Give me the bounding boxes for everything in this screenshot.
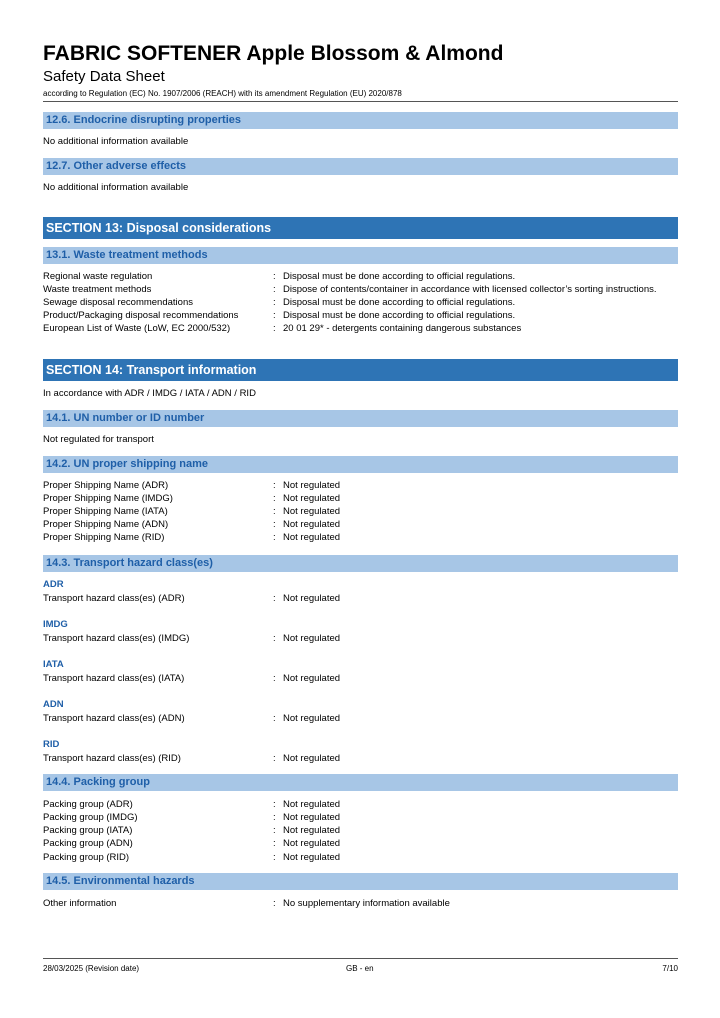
row-value: Not regulated [283, 753, 341, 764]
row-value: Not regulated [283, 673, 341, 684]
row-separator: : [273, 673, 276, 684]
row-label: Transport hazard class(es) (ADN) [43, 713, 185, 724]
table-row [43, 479, 678, 492]
row-separator: : [273, 519, 276, 530]
row-label: European List of Waste (LoW, EC 2000/532) [43, 323, 231, 334]
language-code: GB - en [346, 964, 374, 973]
subsection-14-4-heading: 14.4. Packing group [43, 774, 678, 791]
section-13-heading: SECTION 13: Disposal considerations [43, 217, 678, 239]
table-row [43, 837, 678, 850]
row-value: Not regulated [283, 799, 341, 810]
row-separator: : [273, 812, 276, 823]
row-label: Packing group (ADN) [43, 838, 133, 849]
table-row [43, 505, 678, 518]
row-label: Sewage disposal recommendations [43, 297, 193, 308]
row-separator: : [273, 825, 276, 836]
row-separator: : [273, 633, 276, 644]
row-value: Not regulated [283, 532, 341, 543]
row-value: Disposal must be done according to official regulations. [283, 271, 516, 282]
row-label: Packing group (ADR) [43, 799, 133, 810]
table-row [43, 309, 678, 322]
table-row [43, 851, 678, 864]
row-label: Proper Shipping Name (RID) [43, 532, 165, 543]
row-label: Transport hazard class(es) (IATA) [43, 673, 185, 684]
regulation-note: according to Regulation (EC) No. 1907/2006 (REACH) with its amendment Regulation (EU) 2020/878 [43, 89, 402, 98]
row-value: Not regulated [283, 812, 341, 823]
table-row [43, 712, 678, 725]
transport-mode-heading: RID [43, 739, 60, 750]
section-14-intro: In accordance with ADR / IMDG / IATA / ADN / RID [43, 388, 256, 399]
row-value: Not regulated [283, 825, 341, 836]
row-separator: : [273, 310, 276, 321]
document-subtitle: Safety Data Sheet [43, 68, 165, 85]
row-label: Packing group (IATA) [43, 825, 133, 836]
subsection-12-6-text: No additional information available [43, 136, 189, 147]
row-separator: : [273, 838, 276, 849]
table-row [43, 322, 678, 335]
row-label: Transport hazard class(es) (ADR) [43, 593, 185, 604]
table-row [43, 632, 678, 645]
subsection-14-1-text: Not regulated for transport [43, 434, 154, 445]
table-row [43, 592, 678, 605]
row-value: Disposal must be done according to official regulations. [283, 297, 516, 308]
table-row [43, 518, 678, 531]
row-value: Not regulated [283, 519, 341, 530]
row-value: Dispose of contents/container in accordance with licensed collector’s sorting instructions. [283, 284, 657, 295]
row-separator: : [273, 493, 276, 504]
row-separator: : [273, 480, 276, 491]
row-label: Packing group (IMDG) [43, 812, 138, 823]
row-value: Disposal must be done according to official regulations. [283, 310, 516, 321]
table-row [43, 897, 678, 910]
row-label: Waste treatment methods [43, 284, 152, 295]
subsection-13-1-heading: 13.1. Waste treatment methods [43, 247, 678, 264]
row-value: Not regulated [283, 506, 341, 517]
row-separator: : [273, 323, 276, 334]
table-row [43, 270, 678, 283]
footer-divider [43, 958, 678, 959]
row-value: Not regulated [283, 838, 341, 849]
row-separator: : [273, 284, 276, 295]
row-value: Not regulated [283, 480, 341, 491]
row-label: Proper Shipping Name (ADN) [43, 519, 169, 530]
row-value: Not regulated [283, 633, 341, 644]
table-row [43, 531, 678, 544]
revision-date: 28/03/2025 (Revision date) [43, 964, 140, 973]
table-row [43, 296, 678, 309]
row-label: Transport hazard class(es) (IMDG) [43, 633, 190, 644]
row-label: Proper Shipping Name (IMDG) [43, 493, 173, 504]
row-separator: : [273, 593, 276, 604]
table-row [43, 752, 678, 765]
section-14-heading: SECTION 14: Transport information [43, 359, 678, 381]
subsection-14-3-heading: 14.3. Transport hazard class(es) [43, 555, 678, 572]
row-separator: : [273, 713, 276, 724]
row-separator: : [273, 271, 276, 282]
page-number: 7/10 [662, 964, 678, 973]
table-row [43, 798, 678, 811]
row-label: Proper Shipping Name (ADR) [43, 480, 169, 491]
subsection-12-7-text: No additional information available [43, 182, 189, 193]
document-title: FABRIC SOFTENER Apple Blossom & Almond [43, 42, 504, 65]
row-value: 20 01 29* - detergents containing dangerous substances [283, 323, 522, 334]
table-row [43, 492, 678, 505]
subsection-14-5-heading: 14.5. Environmental hazards [43, 873, 678, 890]
row-label: Packing group (RID) [43, 852, 130, 863]
row-label: Transport hazard class(es) (RID) [43, 753, 181, 764]
table-row [43, 283, 678, 296]
row-separator: : [273, 852, 276, 863]
subsection-12-7-heading: 12.7. Other adverse effects [43, 158, 678, 175]
transport-mode-heading: IATA [43, 659, 64, 670]
transport-mode-heading: ADN [43, 699, 64, 710]
row-label: Other information [43, 898, 117, 909]
row-separator: : [273, 898, 276, 909]
row-separator: : [273, 297, 276, 308]
subsection-12-6-heading: 12.6. Endocrine disrupting properties [43, 112, 678, 129]
row-label: Regional waste regulation [43, 271, 153, 282]
row-value: Not regulated [283, 713, 341, 724]
table-row [43, 824, 678, 837]
row-value: No supplementary information available [283, 898, 450, 909]
subsection-14-1-heading: 14.1. UN number or ID number [43, 410, 678, 427]
header-divider [43, 101, 678, 102]
row-separator: : [273, 532, 276, 543]
row-value: Not regulated [283, 593, 341, 604]
row-value: Not regulated [283, 852, 341, 863]
transport-mode-heading: IMDG [43, 619, 68, 630]
row-separator: : [273, 753, 276, 764]
row-separator: : [273, 506, 276, 517]
table-row [43, 811, 678, 824]
row-separator: : [273, 799, 276, 810]
row-label: Product/Packaging disposal recommendations [43, 310, 239, 321]
subsection-14-2-heading: 14.2. UN proper shipping name [43, 456, 678, 473]
table-row [43, 672, 678, 685]
row-label: Proper Shipping Name (IATA) [43, 506, 168, 517]
transport-mode-heading: ADR [43, 579, 64, 590]
row-value: Not regulated [283, 493, 341, 504]
